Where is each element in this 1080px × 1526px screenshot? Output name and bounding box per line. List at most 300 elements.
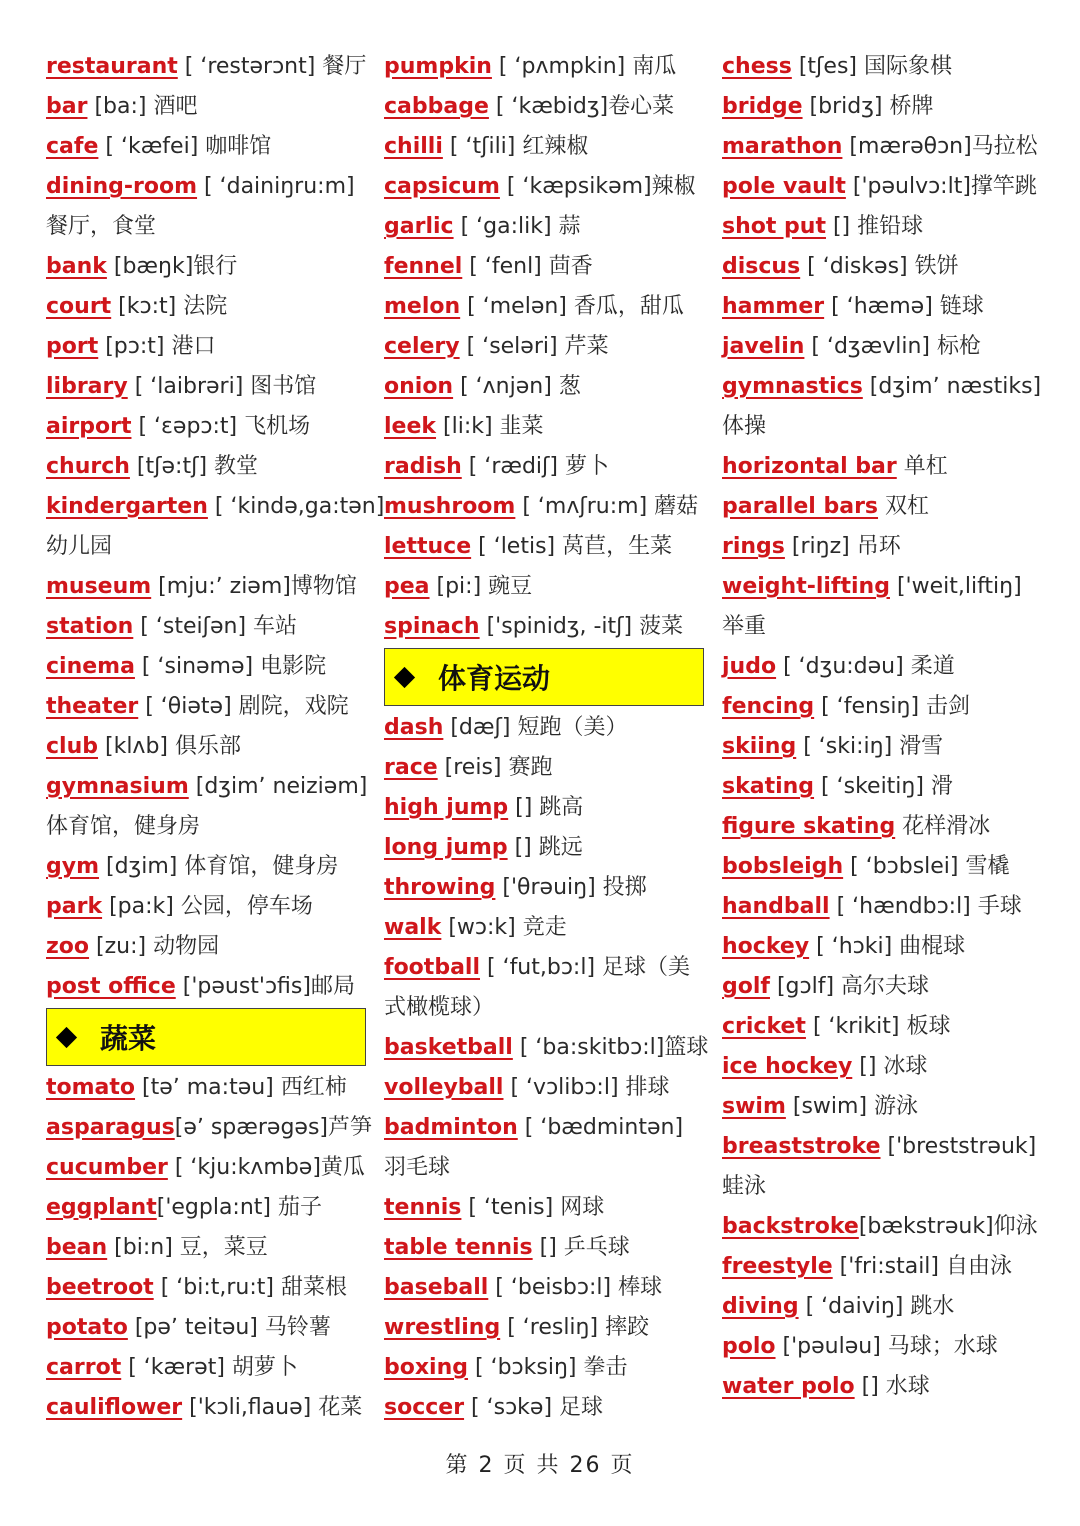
vocab-word: long jump xyxy=(384,835,508,860)
vocab-definition-continued: 餐厅，食堂 xyxy=(46,214,157,239)
section-heading xyxy=(384,648,704,706)
vocab-definition: [] 跳远 xyxy=(507,835,583,860)
vocab-word: dash xyxy=(384,715,444,740)
vocab-definition: [] 水球 xyxy=(854,1374,930,1399)
diamond-bullet-icon xyxy=(394,666,415,687)
vocab-entry xyxy=(384,948,704,988)
vocab-definition: [ ʻtenis] 网球 xyxy=(461,1195,605,1220)
vocab-word: station xyxy=(46,614,134,639)
vocab-entry xyxy=(46,1068,366,1108)
vocab-word: melon xyxy=(384,294,461,319)
vocab-definition: [ ʻkrikit] 板球 xyxy=(805,1014,951,1039)
vocab-definition-continued: 举重 xyxy=(722,614,767,639)
vocab-definition: [ ʻpʌmpkin] 南瓜 xyxy=(491,54,677,79)
vocab-word: breaststroke xyxy=(722,1134,881,1159)
vocab-definition: [wɔ:k] 竞走 xyxy=(441,915,567,940)
vocab-entry xyxy=(384,1148,704,1188)
vocab-entry xyxy=(384,1228,704,1268)
vocab-word: garlic xyxy=(384,214,454,239)
vocab-entry xyxy=(722,487,1052,527)
vocab-word: fennel xyxy=(384,254,463,279)
vocab-entry xyxy=(722,567,1052,607)
vocab-definition: [ ʻbi:t,ru:t] 甜菜根 xyxy=(153,1275,347,1300)
vocab-definition: ['pəuləu] 马球；水球 xyxy=(775,1334,998,1359)
vocab-definition: [ ʻfut,bɔ:l] 足球（美 xyxy=(480,955,691,980)
page-footer: 第 2 页 共 26 页 xyxy=(445,1453,635,1478)
vocab-definition: [əʼ spærəgəs]芦笋 xyxy=(174,1115,372,1140)
vocab-word: wrestling xyxy=(384,1315,501,1340)
vocab-entry xyxy=(722,1007,1052,1047)
vocab-definition: [ ʻga:lik] 蒜 xyxy=(453,214,581,239)
vocab-word: handball xyxy=(722,894,830,919)
vocab-entry xyxy=(722,967,1052,1007)
vocab-definition: [] 推铅球 xyxy=(825,214,924,239)
vocab-definition: [ ʻletis] 莴苣，生菜 xyxy=(471,534,673,559)
vocab-entry xyxy=(384,487,704,527)
vocab-entry xyxy=(722,1127,1052,1167)
vocab-entry xyxy=(722,1047,1052,1087)
vocab-entry xyxy=(722,767,1052,807)
vocab-entry xyxy=(46,1148,366,1188)
vocab-entry xyxy=(722,647,1052,687)
vocab-entry xyxy=(46,527,366,567)
vocab-definition: [ ʻdʒævlin] 标枪 xyxy=(804,334,982,359)
vocab-entry xyxy=(384,748,704,788)
vocab-entry xyxy=(722,447,1052,487)
vocab-definition: [dʒimʼ næstiks] xyxy=(862,374,1042,399)
vocab-definition: ['egpla:nt] 茄子 xyxy=(156,1195,322,1220)
vocab-definition: [pa:k] 公园，停车场 xyxy=(102,894,313,919)
vocab-word: cauliflower xyxy=(46,1395,183,1420)
vocab-entry xyxy=(46,647,366,687)
vocab-entry xyxy=(722,1247,1052,1287)
vocab-word: church xyxy=(46,454,130,479)
vocab-word: kindergarten xyxy=(46,494,208,519)
vocab-definition: ['spinidʒ, -itʃ] 菠菜 xyxy=(479,614,684,639)
vocab-entry xyxy=(384,87,704,127)
vocab-word: marathon xyxy=(722,134,843,159)
vocab-entry xyxy=(722,1087,1052,1127)
vocab-definition: [ ʻhændbɔ:l] 手球 xyxy=(829,894,1022,919)
vocab-word: theater xyxy=(46,694,139,719)
vocab-definition: 花样滑冰 xyxy=(895,814,991,839)
vocab-word: museum xyxy=(46,574,152,599)
vocab-entry xyxy=(46,1108,372,1148)
vocab-definition: [ ʻski:iŋ] 滑雪 xyxy=(796,734,944,759)
vocab-entry xyxy=(722,287,1052,327)
vocab-definition: [bækstrəuk]仰泳 xyxy=(858,1214,1038,1239)
vocab-definition: [ ʻbɔbslei] 雪橇 xyxy=(843,854,1010,879)
vocab-word: gym xyxy=(46,854,100,879)
vocab-word: capsicum xyxy=(384,174,500,199)
vocab-entry xyxy=(722,207,1052,247)
vocab-definition: [ ʻsɔkə] 足球 xyxy=(464,1395,604,1420)
vocab-column-3 xyxy=(722,47,1052,1407)
vocab-word: bean xyxy=(46,1235,108,1260)
vocab-definition: [ ʻfenl] 茴香 xyxy=(462,254,593,279)
vocab-entry xyxy=(384,167,704,207)
vocab-definition: [ ʻba:skitbɔ:l]篮球 xyxy=(512,1035,709,1060)
vocab-entry xyxy=(722,367,1052,407)
vocab-definition: ['weit,liftiŋ] xyxy=(889,574,1022,599)
vocab-word: asparagus xyxy=(46,1115,175,1140)
vocab-word: football xyxy=(384,955,480,980)
vocab-definition: [pɔ:t] 港口 xyxy=(98,334,216,359)
vocab-entry xyxy=(384,988,704,1028)
vocab-word: hammer xyxy=(722,294,825,319)
vocab-definition: [bæŋk]银行 xyxy=(106,254,238,279)
vocab-word: volleyball xyxy=(384,1075,504,1100)
vocab-entry xyxy=(384,1308,704,1348)
vocab-word: shot put xyxy=(722,214,826,239)
vocab-entry xyxy=(46,287,366,327)
vocab-entry xyxy=(384,367,704,407)
vocab-definition: [ ʻbeisbɔ:l] 棒球 xyxy=(488,1275,663,1300)
vocab-word: leek xyxy=(384,414,437,439)
vocab-word: cinema xyxy=(46,654,135,679)
vocab-word: port xyxy=(46,334,99,359)
vocab-definition: [ ʻʌnjən] 葱 xyxy=(453,374,581,399)
vocab-word: park xyxy=(46,894,103,919)
vocab-definition: [] 冰球 xyxy=(852,1054,928,1079)
vocab-entry xyxy=(384,127,704,167)
vocab-entry xyxy=(46,247,366,287)
section-heading xyxy=(46,1008,366,1066)
vocab-word: dining-room xyxy=(46,174,198,199)
vocab-word: cricket xyxy=(722,1014,806,1039)
vocab-definition: [ ʻdʒu:dəu] 柔道 xyxy=(776,654,955,679)
vocab-entry xyxy=(46,407,366,447)
vocab-definition-continued: 羽毛球 xyxy=(384,1155,451,1180)
vocab-definition-continued: 体操 xyxy=(722,414,767,439)
vocab-entry xyxy=(722,47,1052,87)
vocab-definition: [] 乒乓球 xyxy=(532,1235,630,1260)
vocab-word: pumpkin xyxy=(384,54,492,79)
vocab-entry xyxy=(46,607,366,647)
vocab-definition: [ ʻkæfei] 咖啡馆 xyxy=(98,134,272,159)
vocab-definition: [ ʻkində,ga:tən] xyxy=(207,494,385,519)
vocab-definition: [ ʻbædmintən] xyxy=(517,1115,684,1140)
vocab-entry xyxy=(384,908,704,948)
vocab-definition: [ ʻlaibrəri] 图书馆 xyxy=(127,374,317,399)
vocab-entry xyxy=(384,447,704,487)
vocab-definition: [kɔ:t] 法院 xyxy=(111,294,228,319)
vocab-entry xyxy=(722,607,1052,647)
vocab-definition: [mærəθɔn]马拉松 xyxy=(842,134,1038,159)
vocab-word: polo xyxy=(722,1334,776,1359)
vocab-definition: ['pəust'ɔfis]邮局 xyxy=(175,974,355,999)
vocab-definition: [bridʒ] 桥牌 xyxy=(802,94,934,119)
vocab-word: onion xyxy=(384,374,454,399)
vocab-entry xyxy=(722,127,1052,167)
vocab-word: baseball xyxy=(384,1275,489,1300)
vocab-entry xyxy=(722,807,1052,847)
vocab-definition: [ ʻdaiviŋ] 跳水 xyxy=(798,1294,955,1319)
vocab-entry xyxy=(384,1268,704,1308)
vocab-entry xyxy=(722,87,1052,127)
vocab-entry xyxy=(722,687,1052,727)
vocab-definition: [ ʻfensiŋ] 击剑 xyxy=(814,694,971,719)
vocab-word: celery xyxy=(384,334,460,359)
vocab-entry xyxy=(384,1388,704,1428)
vocab-entry xyxy=(46,567,366,607)
vocab-entry xyxy=(46,1188,366,1228)
vocab-definition: ['pəulvɔ:lt]撑竿跳 xyxy=(845,174,1037,199)
vocab-word: lettuce xyxy=(384,534,472,559)
vocab-entry xyxy=(722,247,1052,287)
vocab-entry xyxy=(722,887,1052,927)
vocab-definition: [gɔlf] 高尔夫球 xyxy=(769,974,930,999)
vocab-column-2 xyxy=(384,47,709,1428)
vocab-word: ice hockey xyxy=(722,1054,853,1079)
vocab-word: spinach xyxy=(384,614,480,639)
vocab-entry xyxy=(46,207,366,247)
vocab-word: gymnastics xyxy=(722,374,863,399)
vocab-word: judo xyxy=(722,654,777,679)
vocab-definition: [ ʻɛəpɔ:t] 飞机场 xyxy=(131,414,311,439)
vocab-word: pea xyxy=(384,574,430,599)
vocab-entry xyxy=(384,1348,704,1388)
vocab-word: race xyxy=(384,755,438,780)
vocab-entry xyxy=(722,1207,1052,1247)
vocab-entry xyxy=(384,868,704,908)
vocab-entry xyxy=(722,167,1052,207)
vocab-definition: [dʒimʼ neiziəm] xyxy=(188,774,368,799)
vocab-column-1 xyxy=(46,47,385,1428)
vocab-entry xyxy=(46,1308,366,1348)
vocab-definition: 双杠 xyxy=(878,494,930,519)
vocab-entry xyxy=(384,247,704,287)
vocab-definition: [ ʻkæbidʒ]卷心菜 xyxy=(488,94,675,119)
vocab-word: gymnasium xyxy=(46,774,189,799)
vocab-entry xyxy=(46,807,366,847)
vocab-word: golf xyxy=(722,974,770,999)
vocab-definition: [ ʻseləri] 芹菜 xyxy=(459,334,609,359)
vocab-definition-continued: 蛙泳 xyxy=(722,1174,767,1199)
vocab-word: airport xyxy=(46,414,132,439)
vocab-word: club xyxy=(46,734,98,759)
vocab-definition: [mju:ʼ ziəm]博物馆 xyxy=(151,574,357,599)
vocab-entry xyxy=(722,727,1052,767)
vocab-word: post office xyxy=(46,974,176,999)
vocab-entry xyxy=(384,567,704,607)
vocab-word: skiing xyxy=(722,734,797,759)
vocab-definition: [tʃes] 国际象棋 xyxy=(791,54,952,79)
vocab-entry xyxy=(46,327,366,367)
vocab-definition: [dʒim] 体育馆，健身房 xyxy=(99,854,339,879)
vocab-definition: [ ʻtʃili] 红辣椒 xyxy=(442,134,589,159)
vocab-entry xyxy=(722,847,1052,887)
vocab-definition: [ ʻrædiʃ] 萝卜 xyxy=(461,454,610,479)
vocab-entry xyxy=(46,1228,366,1268)
vocab-word: potato xyxy=(46,1315,128,1340)
vocab-definition-continued: 体育馆，健身房 xyxy=(46,814,201,839)
vocab-word: freestyle xyxy=(722,1254,833,1279)
vocab-definition: [ ʻresliŋ] 摔跤 xyxy=(500,1315,650,1340)
vocab-word: pole vault xyxy=(722,174,846,199)
vocab-word: backstroke xyxy=(722,1214,859,1239)
vocab-entry xyxy=(722,927,1052,967)
vocab-definition: ['fri:stail] 自由泳 xyxy=(832,1254,1012,1279)
vocab-entry xyxy=(46,927,366,967)
vocab-definition: [ ʻhɔki] 曲棍球 xyxy=(809,934,966,959)
vocab-definition: [ ʻθiətə] 剧院，戏院 xyxy=(138,694,349,719)
vocab-definition: [ ʻsteiʃən] 车站 xyxy=(133,614,298,639)
vocab-word: weight-lifting xyxy=(722,574,890,599)
vocab-definition: ['breststrəuk] xyxy=(880,1134,1037,1159)
vocab-entry xyxy=(46,167,366,207)
vocab-definition: 单杠 xyxy=(896,454,948,479)
vocab-word: mushroom xyxy=(384,494,516,519)
vocab-word: parallel bars xyxy=(722,494,879,519)
vocab-word: bar xyxy=(46,94,88,119)
vocab-entry xyxy=(722,1167,1052,1207)
vocab-word: bobsleigh xyxy=(722,854,844,879)
vocab-word: soccer xyxy=(384,1395,465,1420)
vocab-definition: [dæʃ] 短跑（美） xyxy=(443,715,628,740)
vocab-word: court xyxy=(46,294,112,319)
vocab-word: basketball xyxy=(384,1035,513,1060)
vocab-definition: [ ʻhæmə] 链球 xyxy=(824,294,984,319)
vocab-entry xyxy=(722,327,1052,367)
vocab-word: eggplant xyxy=(46,1195,157,1220)
vocab-word: bridge xyxy=(722,94,803,119)
vocab-word: library xyxy=(46,374,128,399)
vocab-entry xyxy=(46,727,366,767)
vocab-definition: ['θrəuiŋ] 投掷 xyxy=(495,875,647,900)
vocab-word: hockey xyxy=(722,934,810,959)
vocab-entry xyxy=(46,367,366,407)
vocab-definition: [ba:] 酒吧 xyxy=(87,94,198,119)
vocab-word: water polo xyxy=(722,1374,855,1399)
vocab-entry xyxy=(384,1108,704,1148)
vocab-word: zoo xyxy=(46,934,90,959)
vocab-entry xyxy=(722,1287,1052,1327)
vocab-word: fencing xyxy=(722,694,815,719)
vocab-word: javelin xyxy=(722,334,805,359)
vocab-word: chilli xyxy=(384,134,443,159)
vocab-entry xyxy=(722,527,1052,567)
vocab-entry xyxy=(46,487,385,527)
vocab-definition: [ ʻdainiŋru:m] xyxy=(197,174,355,199)
section-heading-text: 体育运动 xyxy=(438,662,551,695)
vocab-word: high jump xyxy=(384,795,509,820)
vocab-entry xyxy=(722,1327,1052,1367)
vocab-entry xyxy=(384,1188,704,1228)
vocab-entry xyxy=(46,1268,366,1308)
vocab-definition-continued: 幼儿园 xyxy=(46,534,113,559)
vocab-entry xyxy=(384,287,704,327)
vocab-definition: [ ʻvɔlibɔ:l] 排球 xyxy=(503,1075,670,1100)
vocab-definition: [pi:] 豌豆 xyxy=(429,574,533,599)
vocab-entry xyxy=(46,847,366,887)
vocab-definition: [tʃə:tʃ] 教堂 xyxy=(129,454,259,479)
vocab-definition: [bi:n] 豆，菜豆 xyxy=(107,1235,268,1260)
vocab-word: throwing xyxy=(384,875,496,900)
vocab-word: table tennis xyxy=(384,1235,533,1260)
vocab-definition: [] 跳高 xyxy=(508,795,584,820)
vocab-entry xyxy=(384,828,704,868)
vocab-word: cucumber xyxy=(46,1155,168,1180)
vocab-word: rings xyxy=(722,534,785,559)
vocab-entry xyxy=(384,47,704,87)
vocab-definition: [ ʻkju:kʌmbə]黄瓜 xyxy=(167,1155,365,1180)
vocab-word: swim xyxy=(722,1094,786,1119)
vocab-word: walk xyxy=(384,915,442,940)
vocab-entry xyxy=(384,788,704,828)
vocab-definition: [ ʻsinəmə] 电影院 xyxy=(134,654,327,679)
vocab-word: beetroot xyxy=(46,1275,154,1300)
vocab-definition: [reis] 赛跑 xyxy=(437,755,553,780)
vocab-entry xyxy=(722,1367,1052,1407)
vocab-entry xyxy=(46,887,366,927)
diamond-bullet-icon xyxy=(56,1026,77,1047)
vocab-definition: [klʌb] 俱乐部 xyxy=(98,734,241,759)
vocab-entry xyxy=(384,207,704,247)
vocab-word: skating xyxy=(722,774,815,799)
vocab-entry xyxy=(384,1028,709,1068)
vocab-word: tomato xyxy=(46,1075,136,1100)
vocab-definition: [riŋz] 吊环 xyxy=(784,534,901,559)
vocab-word: bank xyxy=(46,254,107,279)
vocab-definition: [ ʻrestərɔnt] 餐厅 xyxy=(177,54,367,79)
vocab-definition: [ ʻdiskəs] 铁饼 xyxy=(800,254,959,279)
vocab-word: carrot xyxy=(46,1355,122,1380)
vocab-entry xyxy=(384,327,704,367)
vocab-entry xyxy=(46,47,366,87)
vocab-definition: [ ʻbɔksiŋ] 拳击 xyxy=(468,1355,628,1380)
vocab-entry xyxy=(46,1348,366,1388)
vocab-definition: [ ʻkæpsikəm]辣椒 xyxy=(499,174,696,199)
vocab-entry xyxy=(46,127,366,167)
vocab-entry xyxy=(384,1068,704,1108)
vocab-definition: [zu:] 动物园 xyxy=(89,934,220,959)
vocab-definition: [li:k] 韭菜 xyxy=(436,414,544,439)
vocab-definition-continued: 式橄榄球） xyxy=(384,995,495,1020)
vocab-word: discus xyxy=(722,254,801,279)
vocab-word: badminton xyxy=(384,1115,518,1140)
vocab-word: figure skating xyxy=(722,814,896,839)
section-heading-text: 蔬菜 xyxy=(100,1022,157,1055)
vocab-word: cafe xyxy=(46,134,99,159)
vocab-definition: [ ʻmʌʃru:m] 蘑菇 xyxy=(515,494,699,519)
vocab-entry xyxy=(46,967,366,1007)
vocab-word: tennis xyxy=(384,1195,462,1220)
vocab-entry xyxy=(46,767,366,807)
vocab-entry xyxy=(384,527,704,567)
vocab-word: boxing xyxy=(384,1355,469,1380)
vocab-word: horizontal bar xyxy=(722,454,897,479)
vocab-word: chess xyxy=(722,54,792,79)
vocab-definition: ['kɔli,flauə] 花菜 xyxy=(182,1395,363,1420)
vocab-definition: [swim] 游泳 xyxy=(785,1094,919,1119)
vocab-word: diving xyxy=(722,1294,799,1319)
vocab-entry xyxy=(46,1388,366,1428)
vocab-entry xyxy=(384,607,704,647)
vocab-definition: [təʼ ma:təu] 西红柿 xyxy=(135,1075,347,1100)
vocab-definition: [pəʼ teitəu] 马铃薯 xyxy=(127,1315,331,1340)
vocab-word: cabbage xyxy=(384,94,489,119)
vocab-entry xyxy=(384,708,704,748)
vocab-word: restaurant xyxy=(46,54,178,79)
vocab-definition: [ ʻskeitiŋ] 滑 xyxy=(814,774,953,799)
vocab-definition: [ ʻkærət] 胡萝卜 xyxy=(121,1355,298,1380)
vocab-definition: [ ʻmelən] 香瓜，甜瓜 xyxy=(460,294,684,319)
vocab-entry xyxy=(46,87,366,127)
vocab-entry xyxy=(722,407,1052,447)
vocab-entry xyxy=(46,687,366,727)
vocab-entry xyxy=(384,407,704,447)
